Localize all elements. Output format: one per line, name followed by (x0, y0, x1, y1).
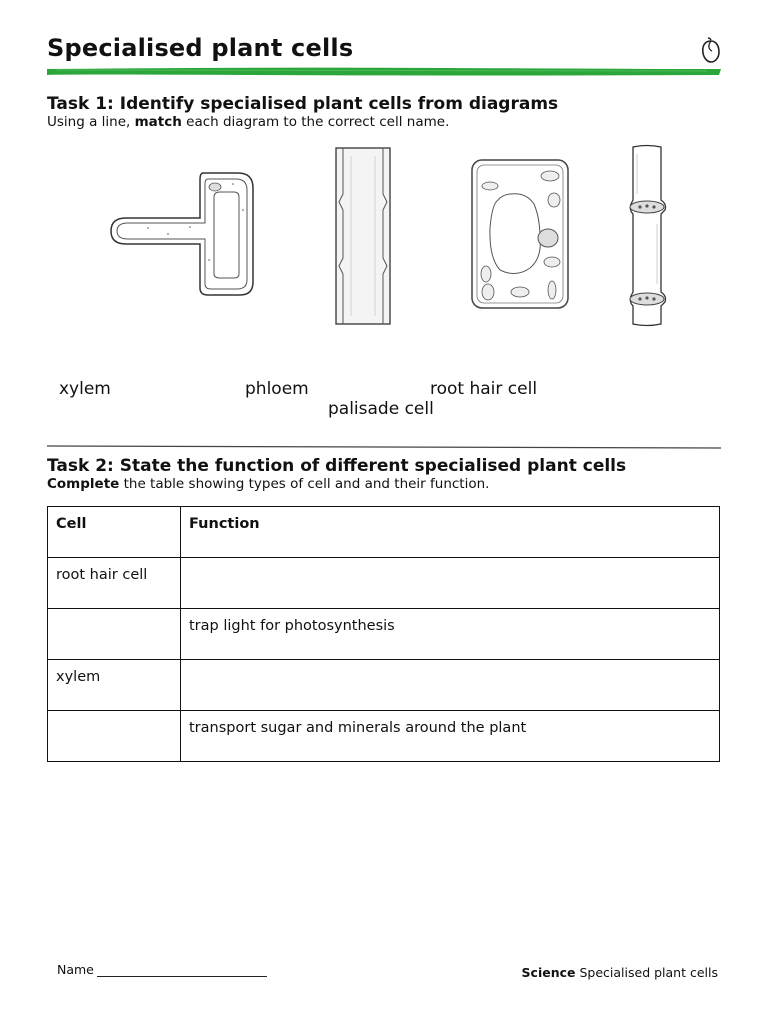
header-function: Function (181, 507, 720, 558)
task2-title: Task 2: State the function of different specialised plant cells (47, 456, 627, 476)
phloem-diagram (627, 144, 669, 328)
table-cell-name[interactable]: root hair cell (48, 558, 181, 609)
table-row (48, 660, 720, 711)
task2-instruction-suffix: the table showing types of cell and and their function. (119, 476, 490, 492)
section-divider (47, 445, 721, 449)
task1-instruction-prefix: Using a line, (47, 114, 135, 130)
table-cell-function[interactable] (181, 660, 720, 711)
table-header-row (48, 507, 720, 558)
label-palisade-cell: palisade cell (328, 399, 434, 419)
footer-subject-name: Science (521, 965, 576, 980)
header-green-bar (47, 66, 721, 77)
task1-instruction-suffix: each diagram to the correct cell name. (181, 114, 450, 130)
table-cell-function[interactable]: trap light for photosynthesis (181, 609, 720, 660)
name-write-line[interactable] (97, 964, 267, 977)
table-cell-function[interactable] (181, 558, 720, 609)
task2-instruction-bold: Complete (47, 476, 120, 492)
task1-title: Task 1: Identify specialised plant cells from diagrams (47, 94, 559, 114)
task1-instruction-bold: match (134, 114, 182, 130)
palisade-cell-diagram (470, 158, 572, 312)
table-row (48, 711, 720, 762)
label-xylem: xylem (59, 379, 111, 399)
table-cell-name[interactable] (48, 609, 181, 660)
table-cell-name[interactable] (48, 711, 181, 762)
task2-instruction (47, 476, 489, 492)
table-cell-function[interactable]: transport sugar and minerals around the plant (181, 711, 720, 762)
page-title: Specialised plant cells (47, 34, 354, 62)
header-cell: Cell (48, 507, 181, 558)
table-row (48, 558, 720, 609)
footer-name-field (57, 962, 267, 977)
footer-topic: Specialised plant cells (579, 965, 718, 980)
cell-function-table (47, 506, 720, 762)
label-root-hair-cell: root hair cell (430, 379, 538, 399)
footer-subject (522, 965, 718, 980)
xylem-diagram (333, 146, 393, 328)
label-phloem: phloem (245, 379, 309, 399)
task1-instruction (47, 114, 449, 130)
root-hair-cell-diagram (108, 170, 256, 298)
footer-name-label: Name (57, 962, 94, 977)
table-cell-name[interactable]: xylem (48, 660, 181, 711)
acorn-logo-icon (699, 37, 723, 65)
table-row (48, 609, 720, 660)
